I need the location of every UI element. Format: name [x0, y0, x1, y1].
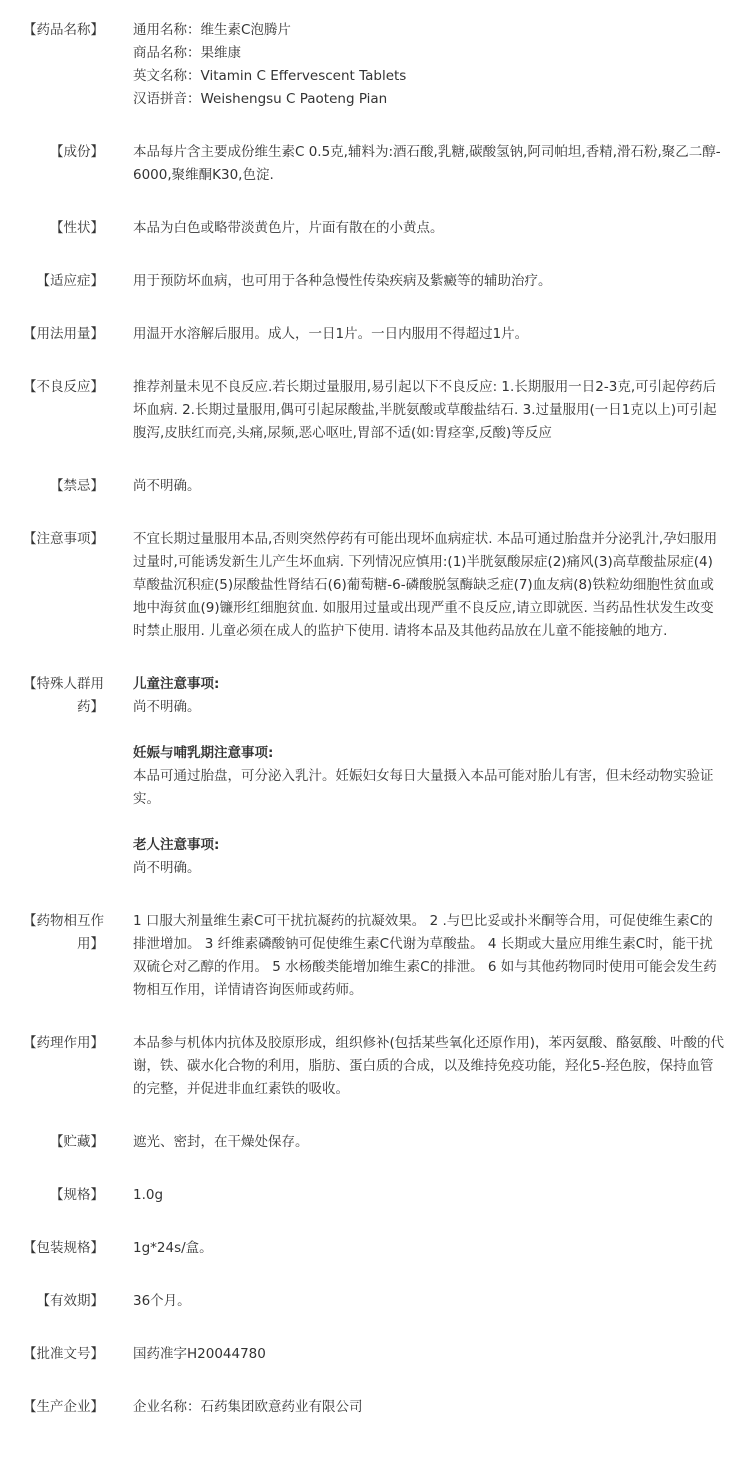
- section-label: 【成份】: [50, 144, 104, 160]
- section-text: 不宜长期过量服用本品,否则突然停药有可能出现坏血病症状. 本品可通过胎盘并分泌乳汁,孕妇服用过量时,可能诱发新生儿产生坏血病. 下列情况应慎用:(1)半胱氨酸尿症(2)痛风(3)高草酸盐尿症(4)草酸盐沉积症(5)尿酸盐性肾结石(6)葡萄糖-6-磷酸脱氢酶缺乏症(7)血友病(8)铁粒幼细胞性贫血或地中海贫血(9)镰形红细胞贫血. 如服用过量或出现严重不良反应,请立即就医. 当药品性状发生改变时禁止服用. 儿童必须在成人的监护下使用. 请将本品及其他药品放在儿童不能接触的地方.: [133, 531, 718, 639]
- section-label: 【生产企业】: [23, 1399, 104, 1415]
- pregnancy-notes: [133, 742, 726, 811]
- sub-title: 儿童注意事项:: [133, 676, 220, 692]
- section-special-populations: [0, 673, 740, 880]
- section-text: 本品为白色或略带淡黄色片，片面有散在的小黄点。: [133, 220, 444, 236]
- section-content: [133, 673, 726, 880]
- section-ingredients: [0, 141, 740, 187]
- section-content: [133, 19, 726, 111]
- section-text: 尚不明确。: [133, 478, 201, 494]
- section-label: 【适应症】: [36, 273, 104, 289]
- section-indications: [0, 270, 740, 293]
- trade-name: 商品名称：果维康: [133, 45, 241, 61]
- section-manufacturer: [0, 1396, 740, 1419]
- section-contraindications: [0, 475, 740, 498]
- section-text: 1g*24s/盒。: [133, 1240, 213, 1256]
- section-label: 【性状】: [50, 220, 104, 236]
- section-label: 【批准文号】: [23, 1346, 104, 1362]
- section-label: 【不良反应】: [23, 379, 104, 395]
- section-label: 【药物相互作 用】: [23, 913, 104, 952]
- section-label: 【特殊人群用 药】: [23, 676, 104, 715]
- sub-title: 妊娠与哺乳期注意事项:: [133, 745, 274, 761]
- section-drug-interactions: [0, 910, 740, 1002]
- section-specification: [0, 1184, 740, 1207]
- pinyin-name: 汉语拼音：Weishengsu C Paoteng Pian: [133, 91, 388, 107]
- section-text: 推荐剂量未见不良反应.若长期过量服用,易引起以下不良反应: 1.长期服用一日2-3克,可引起停药后坏血病. 2.长期过量服用,偶可引起尿酸盐,半胱氨酸或草酸盐结石. 3.过量服用(一日1克以上)可引起腹泻,皮肤红而亮,头痛,尿频,恶心呕吐,胃部不适(如:胃痉挛,反酸)等反应: [133, 379, 717, 441]
- section-text: 遮光、密封，在干燥处保存。: [133, 1134, 309, 1150]
- sub-title: 老人注意事项:: [133, 837, 220, 853]
- section-text: 本品每片含主要成份维生素C 0.5克,辅料为:酒石酸,乳糖,碳酸氢钠,阿司帕坦,香精,滑石粉,聚乙二醇-6000,聚维酮K30,色淀.: [133, 144, 721, 183]
- section-label: 【包装规格】: [23, 1240, 104, 1256]
- sub-text: 尚不明确。: [133, 699, 201, 715]
- section-label: 【药品名称】: [23, 22, 104, 38]
- section-label: 【规格】: [50, 1187, 104, 1203]
- elderly-notes: [133, 834, 726, 880]
- section-label: 【注意事项】: [23, 531, 104, 547]
- section-label: 【药理作用】: [23, 1035, 104, 1051]
- sub-text: 本品可通过胎盘，可分泌入乳汁。妊娠妇女每日大量摄入本品可能对胎儿有害，但未经动物实验证实。: [133, 768, 714, 807]
- section-label: 【有效期】: [36, 1293, 104, 1309]
- sub-text: 尚不明确。: [133, 860, 201, 876]
- section-dosage: [0, 323, 740, 346]
- section-text: 企业名称：石药集团欧意药业有限公司: [133, 1399, 363, 1415]
- section-text: 用温开水溶解后服用。成人，一日1片。一日内服用不得超过1片。: [133, 326, 529, 342]
- section-text: 本品参与机体内抗体及胶原形成，组织修补(包括某些氧化还原作用)，苯丙氨酸、酪氨酸、叶酸的代谢，铁、碳水化合物的利用，脂肪、蛋白质的合成，以及维持免疫功能，羟化5-羟色胺，保持血管的完整，并促进非血红素铁的吸收。: [133, 1035, 725, 1097]
- children-notes: [133, 673, 726, 719]
- section-label: 【用法用量】: [23, 326, 104, 342]
- section-description: [0, 217, 740, 240]
- section-pharmacology: [0, 1032, 740, 1101]
- section-text: 国药准字H20044780: [133, 1346, 266, 1362]
- section-adverse-reactions: [0, 376, 740, 445]
- section-label: 【禁忌】: [50, 478, 104, 494]
- section-text: 用于预防坏血病，也可用于各种急慢性传染疾病及紫癜等的辅助治疗。: [133, 273, 552, 289]
- section-approval-number: [0, 1343, 740, 1366]
- section-text: 36个月。: [133, 1293, 191, 1309]
- english-name: 英文名称：Vitamin C Effervescent Tablets: [133, 68, 407, 84]
- section-storage: [0, 1131, 740, 1154]
- generic-name: 通用名称：维生素C泡腾片: [133, 22, 291, 38]
- section-precautions: [0, 528, 740, 643]
- section-text: 1.0g: [133, 1187, 164, 1203]
- section-drug-name: [0, 19, 740, 111]
- section-validity: [0, 1290, 740, 1313]
- section-label: 【贮藏】: [50, 1134, 104, 1150]
- section-packaging: [0, 1237, 740, 1260]
- section-text: 1 口服大剂量维生素C可干扰抗凝药的抗凝效果。 2 .与巴比妥或扑米酮等合用，可促使维生素C的排泄增加。 3 纤维素磷酸钠可促使维生素C代谢为草酸盐。 4 长期或大量应用维生素C时，能干扰双硫仑对乙醇的作用。 5 水杨酸类能增加维生素C的排泄。 6 如与其他药物同时使用可能会发生药物相互作用，详情请咨询医师或药师。: [133, 913, 717, 998]
